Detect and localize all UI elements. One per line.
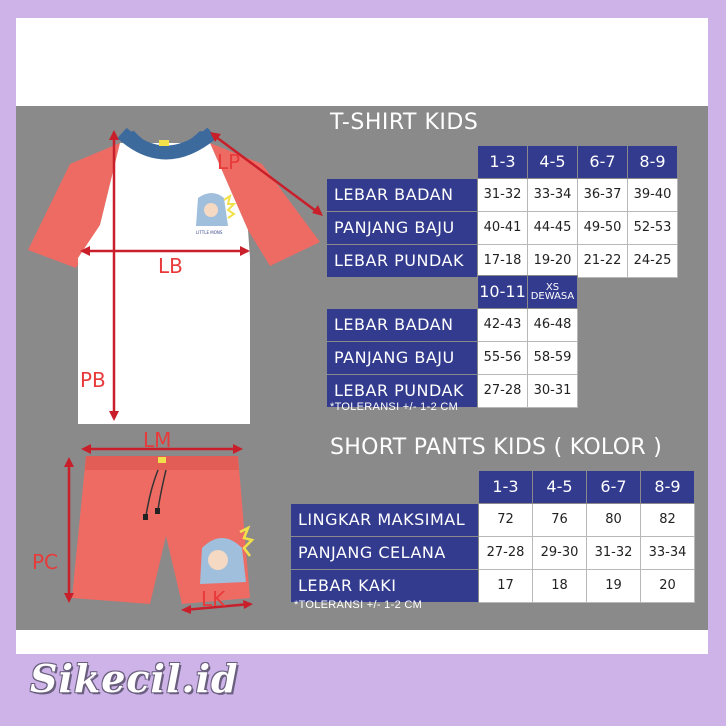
table-cell: 52-53 [628,211,678,244]
table-cell: 24-25 [628,244,678,277]
row-label: LINGKAR MAKSIMAL [291,503,479,536]
table-row [291,569,695,602]
row-label: LEBAR BADAN [327,178,478,211]
table-row [327,341,578,374]
table-cell: 33-34 [528,178,578,211]
row-label: PANJANG BAJU [327,211,478,244]
table-header-row [291,471,695,504]
size-header: 8-9 [641,471,695,504]
table-cell: 29-30 [533,536,587,569]
tshirt-size-table-large [326,275,578,408]
table-cell: 44-45 [528,211,578,244]
table-cell: 80 [587,503,641,536]
size-header: 10-11 [478,276,528,309]
table-cell: 18 [533,569,587,602]
dimension-label-pb: PB [80,368,106,392]
row-label: PANJANG CELANA [291,536,479,569]
table-cell: 27-28 [479,536,533,569]
dimension-label-pc: PC [32,550,59,574]
size-header: 6-7 [587,471,641,504]
dimension-label-lm: LM [143,428,172,452]
table-cell: 30-31 [528,374,578,407]
row-label: LEBAR BADAN [327,308,478,341]
svg-text:LITTLE MONS: LITTLE MONS [196,230,223,235]
table-row [327,211,678,244]
table-cell: 17 [479,569,533,602]
tshirt-size-table [326,145,678,278]
size-header: 4-5 [533,471,587,504]
table-cell: 20 [641,569,695,602]
table-cell: 19-20 [528,244,578,277]
dimension-label-lk: LK [201,587,226,611]
table-cell: 55-56 [478,341,528,374]
row-label: LEBAR PUNDAK [327,374,478,407]
table-cell: 31-32 [587,536,641,569]
row-label: LEBAR KAKI [291,569,479,602]
table-header-row [327,276,578,309]
dimension-label-lb: LB [158,254,183,278]
table-row [327,308,578,341]
table-row [327,244,678,277]
table-cell: 19 [587,569,641,602]
table-row [291,503,695,536]
table-cell: 40-41 [478,211,528,244]
size-header: 4-5 [528,146,578,179]
pants-size-table [290,470,695,603]
table-cell: 27-28 [478,374,528,407]
table-row [291,536,695,569]
table-cell: 72 [479,503,533,536]
table-cell: 36-37 [578,178,628,211]
brand-logo: Sikecil.id [30,656,239,701]
row-label: PANJANG BAJU [327,341,478,374]
table-cell: 21-22 [578,244,628,277]
size-header: 1-3 [479,471,533,504]
table-cell: 46-48 [528,308,578,341]
table-row [327,178,678,211]
table-cell: 49-50 [578,211,628,244]
dimension-label-lp: LP [217,150,241,174]
tshirt-heading: T-SHIRT KIDS [330,110,479,135]
table-cell: 76 [533,503,587,536]
size-header: 6-7 [578,146,628,179]
pants-heading: SHORT PANTS KIDS ( KOLOR ) [330,435,663,460]
table-cell: 82 [641,503,695,536]
size-header: 8-9 [628,146,678,179]
table-cell: 33-34 [641,536,695,569]
row-label: LEBAR PUNDAK [327,244,478,277]
tolerance-note: *TOLERANSI +/- 1-2 CM [294,599,423,611]
table-cell: 58-59 [528,341,578,374]
tolerance-note: *TOLERANSI +/- 1-2 CM [330,401,459,413]
table-cell: 31-32 [478,178,528,211]
table-header-row [327,146,678,179]
table-cell: 17-18 [478,244,528,277]
size-header: 1-3 [478,146,528,179]
size-header: XS DEWASA [528,276,578,309]
table-cell: 39-40 [628,178,678,211]
table-cell: 42-43 [478,308,528,341]
